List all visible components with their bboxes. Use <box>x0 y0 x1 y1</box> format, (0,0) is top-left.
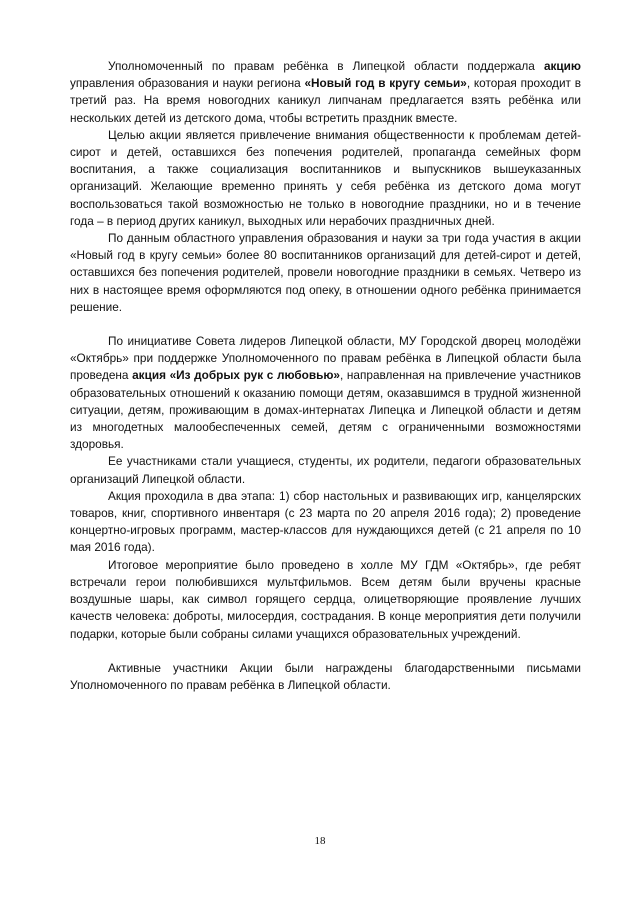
paragraph-text: , направленная на привлечение участников образовательных отношений к оказанию помощи детям, оказавшимся в трудной жизненной ситуации, детям, проживающим в домах-интернатах Липецка и Липецкой области и детям из многодетных малообеспеченных семей, детям с ограниченными возможностями здоровья. <box>70 368 581 452</box>
paragraph-p8 <box>70 660 581 694</box>
paragraph-text: По инициативе Совета лидеров Липецкой области, МУ Городской дворец молодёжи «Октябрь» при поддержке Уполномоченного по правам ребёнка в Липецкой области была проведена <box>70 334 581 383</box>
paragraph-text: Акция проходила в два этапа: 1) сбор настольных и развивающих игр, канцелярских товаров, книг, спортивного инвентаря (с 23 марта по 20 апреля 2016 года); 2) проведение концертно-игровых программ, мастер-классов для нуждающихся детей (с 21 апреля по 10 мая 2016 года). <box>70 488 581 555</box>
document-body <box>70 58 581 694</box>
paragraph-text: По данным областного управления образования и науки за три года участия в акции «Новый год в кругу семьи» более 80 воспитанников организаций для детей-сирот и детей, оставшихся без попечения родителей, провели новогодние праздники в семьях. Четверо из них в настоящее время оформляются под опеку, в отношении одного ребёнка принимается решение. <box>70 231 581 314</box>
paragraph-text: Уполномоченный по правам ребёнка в Липецкой области поддержала <box>108 59 544 73</box>
paragraph-text: Итоговое мероприятие было проведено в холле МУ ГДМ «Октябрь», где ребят встречали герои полюбившихся мультфильмов. Всем детям были вручены красные воздушные шары, как символ горящего сердца, олицетворяющие проявление лучших качеств человека: доброты, милосердия, сострадания. В конце мероприятия дети получили подарки, которые были собраны силами учащихся образовательных учреждений. <box>70 557 581 641</box>
paragraph-p2 <box>70 127 581 230</box>
paragraph-p5 <box>70 453 581 487</box>
paragraph-p7 <box>70 557 581 643</box>
paragraph-p3 <box>70 230 581 316</box>
bold-text: акцию <box>543 59 581 73</box>
bold-text: акция «Из добрых рук с любовью» <box>132 368 340 383</box>
paragraph-text: Ее участниками стали учащиеся, студенты, их родители, педагоги образовательных организаций Липецкой области. <box>70 454 581 486</box>
bold-text: «Новый год в кругу семьи» <box>304 76 467 91</box>
paragraph-p6 <box>70 488 581 557</box>
paragraph-text: Активные участники Акции были награждены благодарственными письмами Уполномоченного по правам ребёнка в Липецкой области. <box>70 660 581 692</box>
paragraph-text: Целью акции является привлечение внимания общественности к проблемам детей-сирот и детей, оставшихся без попечения родителей, пропаганда семейных форм воспитания, а также социализация воспитанников и выпускников вышеуказанных организаций. Желающие временно принять у себя ребёнка из детского дома могут воспользоваться такой возможностью не только в новогодние праздники, но и в течение года – в период других каникул, выходных или нерабочих праздничных дней. <box>70 127 581 228</box>
paragraph-text: управления образования и науки региона <box>70 76 305 91</box>
paragraph-gap <box>70 316 581 333</box>
page-number: 18 <box>314 835 326 847</box>
paragraph-gap <box>70 643 581 660</box>
paragraph-text: , которая проходит в третий раз. На время новогодних каникул липчанам предлагается взять ребёнка или нескольких детей из детского дома, чтобы встретить праздник вместе. <box>70 76 581 125</box>
paragraph-p4 <box>70 333 581 453</box>
paragraph-p1 <box>70 58 581 127</box>
